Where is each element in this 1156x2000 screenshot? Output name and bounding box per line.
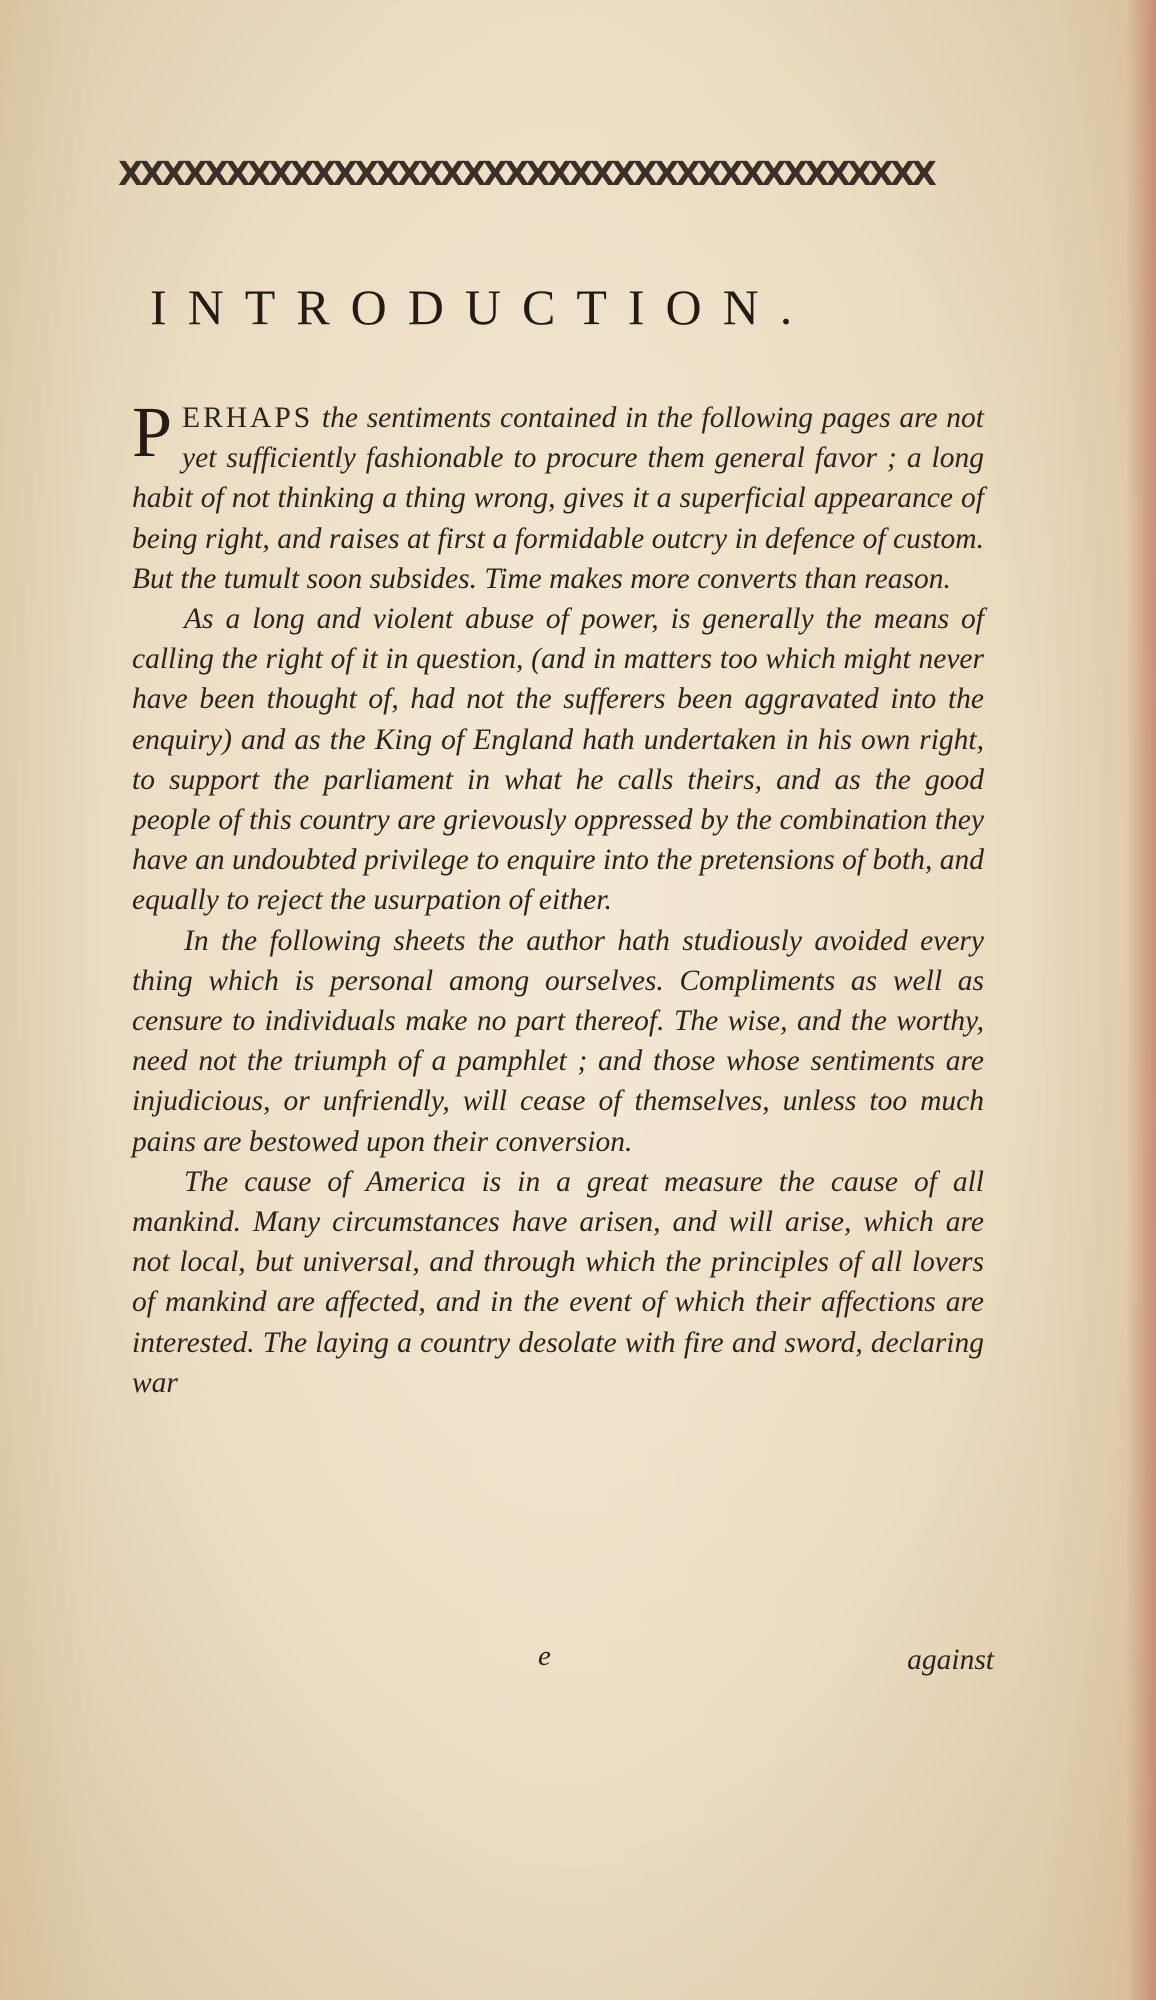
signature-mark: e [538, 1640, 551, 1672]
drop-cap: P [132, 392, 173, 472]
page-edge-stain [1126, 0, 1156, 2000]
page-title: INTRODUCTION. [150, 279, 814, 335]
paragraph-2: As a long and violent abuse of power, is generally the means of calling the right of it in question, (and in matters too which might never have been thought of, had not the sufferers been aggravated into the enquiry) and as the King of England hath undertaken in his own right, to support the parliament in what he calls theirs, and as the good people of this country are grievously oppressed by the combination they have an undoubted privilege to enquire into the pretensions of both, and equally to reject the usurpation of either. [132, 603, 984, 917]
paragraph-1-text: the sentiments contained in the following pages are not yet sufficiently fashionable to procure them general favor ; a long habit of not thinking a thing wrong, gives it a superficial appearance of being right, and raises at first a formidable outcry in defence of custom. But the tumult soon subsides. Time makes more converts than reason. [132, 402, 984, 595]
header-ornament: XXXXXXXXXXXXXXXXXXXXXXXXXXXXXXXXXXXXXX [118, 154, 933, 193]
paragraph-3: In the following sheets the author hath studiously avoided every thing which is personal among ourselves. Compliments as well as censure to individuals make no part thereof. The wise, and the worthy, need not the triumph of a pamphlet ; and those whose sentiments are injudicious, or unfriendly, will cease of themselves, unless too much pains are bestowed upon their conversion. [132, 924, 984, 1158]
paragraph-4: The cause of America is in a great measure the cause of all mankind. Many circumstances have arisen, and will arise, which are not local, but universal, and through which the principles of all lovers of mankind are affected, and in the event of which their affections are interested. The laying a country desolate with fire and sword, declaring war [132, 1165, 984, 1399]
opening-caps: ERHAPS [182, 402, 314, 434]
catchword: against [907, 1644, 994, 1676]
paragraph-1 [132, 392, 984, 599]
body-text [132, 392, 984, 1403]
